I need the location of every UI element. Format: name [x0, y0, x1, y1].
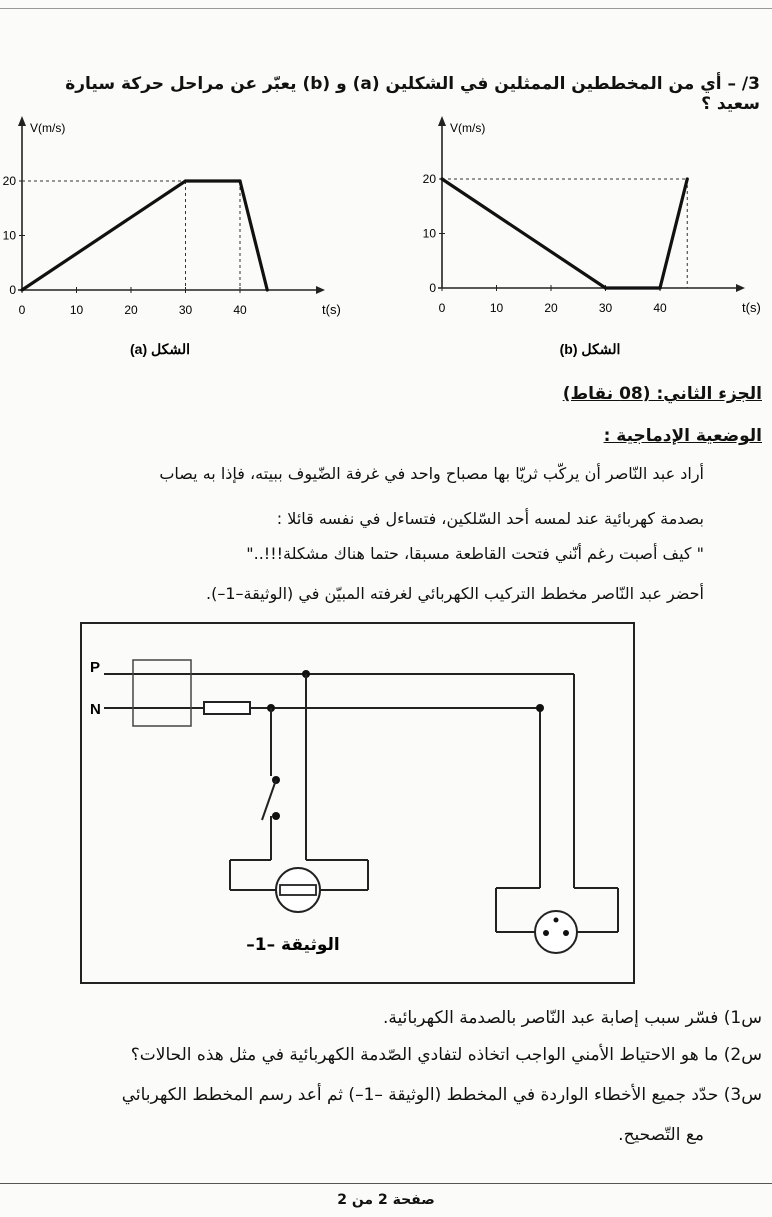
chart-b-title: الشكل (b): [559, 341, 621, 357]
scenario-line-3: " كيف أصبت رغم أنّني فتحت القاطعة مسبقا، حتما هناك مشكلة!!!..": [246, 544, 704, 563]
data-point: [658, 286, 661, 289]
question-s3-cont: مع التّصحيح.: [618, 1125, 704, 1145]
x-tick-label: 0: [438, 301, 446, 315]
x-tick-label: 40: [233, 303, 247, 317]
part2-subheading: الوضعية الإدماجية :: [603, 426, 762, 446]
x-axis-label: t(s): [322, 302, 341, 317]
x-axis-label: t(s): [742, 300, 761, 315]
x-tick-label: 30: [598, 301, 613, 315]
scenario-line-4: أحضر عبد النّاصر مخطط التركيب الكهربائي لغرفته المبيّن في (الوثيقة–1–).: [205, 584, 704, 603]
x-tick-label: 20: [124, 303, 138, 317]
chart-a: [0, 110, 341, 365]
x-tick-label: 10: [69, 303, 84, 317]
y-axis-arrow: [438, 116, 446, 126]
x-tick-label: 30: [178, 303, 193, 317]
data-point: [686, 177, 689, 180]
data-point: [440, 177, 443, 180]
phase-line: [104, 674, 574, 888]
question-3: 3/ – أي من المخططين الممثلين في الشكلين (a) و (b) يعبّر عن مراحل حركة سيارة سعيد ؟: [65, 74, 760, 114]
data-point: [20, 288, 23, 291]
y-axis-label: V(m/s): [30, 121, 66, 135]
top-rule: [0, 8, 772, 9]
label-n: N: [90, 701, 101, 718]
x-axis-arrow: [736, 284, 745, 292]
y-tick-label: 10: [422, 226, 436, 241]
scenario-line-1: أراد عبد النّاصر أن يركّب ثريّا بها مصباح واحد في غرفة الضّيوف ببيته، فإذا به يصاب: [159, 464, 704, 483]
meter-box: [133, 660, 191, 726]
question-s2: س2) ما هو الاحتياط الأمني الواجب اتخاذه لتفادي الصّدمة الكهربائية في مثل هذه الحالات؟: [130, 1045, 762, 1065]
velocity-line: [22, 181, 267, 290]
y-tick-label: 20: [2, 174, 16, 188]
question-s1: س1) فسّر سبب إصابة عبد النّاصر بالصدمة الكهربائية.: [383, 1008, 762, 1028]
x-axis-arrow: [316, 286, 325, 294]
part2-heading: الجزء الثاني: (08 نقاط): [562, 384, 762, 404]
y-axis-arrow: [18, 116, 26, 126]
velocity-line: [442, 179, 687, 288]
question-s3: س3) حدّد جميع الأخطاء الواردة في المخطط (الوثيقة –1–) ثم أعد رسم المخطط الكهربائي: [121, 1085, 762, 1105]
data-point: [184, 179, 187, 182]
x-tick-label: 10: [489, 301, 504, 315]
y-tick-label: 10: [2, 228, 16, 243]
scenario-line-2: بصدمة كهربائية عند لمسه أحد السّلكين، فتساءل في نفسه قائلا :: [276, 509, 704, 528]
socket-symbol: [535, 911, 577, 953]
x-tick-label: 20: [544, 301, 558, 315]
label-p: P: [90, 659, 101, 676]
junction-dot: [536, 704, 544, 712]
x-tick-label: 40: [653, 301, 667, 315]
data-point: [266, 288, 269, 291]
x-tick-label: 0: [18, 303, 26, 317]
data-point: [238, 179, 241, 182]
switch-contact: [272, 812, 280, 820]
wiring-diagram: [78, 620, 640, 990]
document-caption: الوثيقة –1–: [246, 935, 340, 955]
page-number: صفحة 2 من 2: [337, 1192, 435, 1208]
chart-a-title: الشكل (a): [130, 341, 190, 357]
y-tick-label: 0: [9, 283, 16, 297]
y-axis-label: V(m/s): [450, 121, 486, 135]
lamp-symbol: [276, 868, 320, 912]
chart-b: [410, 110, 761, 365]
fuse: [204, 702, 250, 714]
y-tick-label: 0: [429, 281, 436, 295]
footer-rule: [0, 1183, 772, 1184]
data-point: [604, 286, 607, 289]
y-tick-label: 20: [422, 172, 436, 186]
